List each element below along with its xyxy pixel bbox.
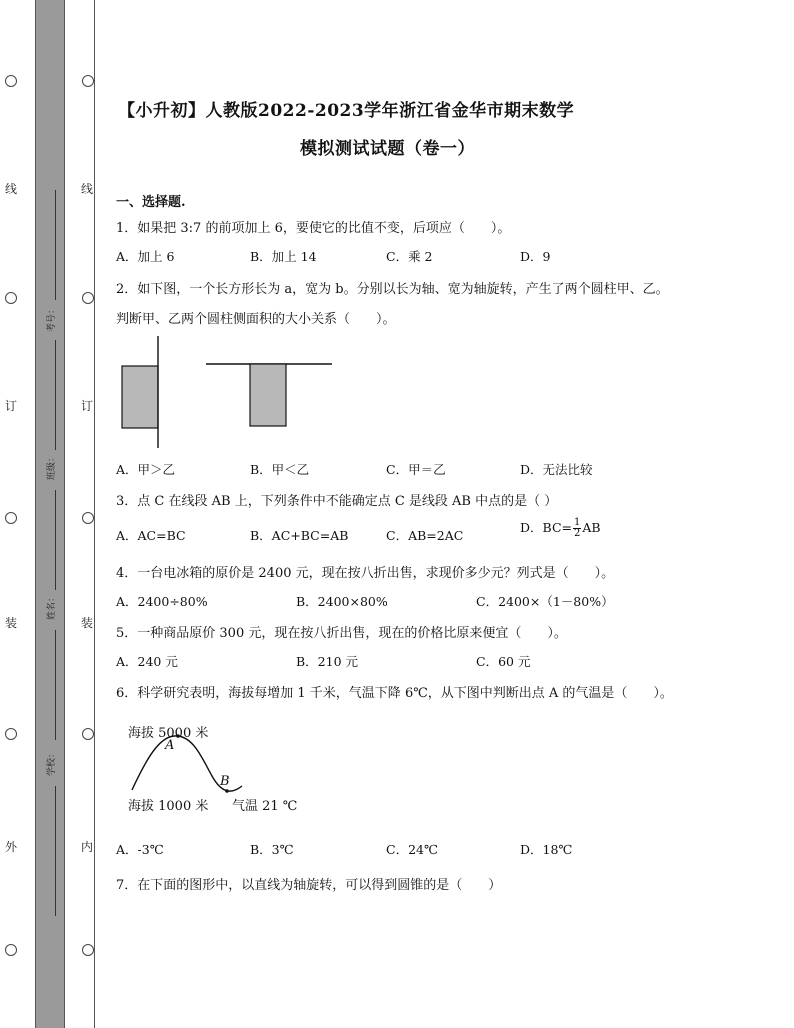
margin-char-line: 线 <box>4 182 17 196</box>
q3-option-d <box>520 518 601 539</box>
question-1: 1．如果把 3:7 的前项加上 6，要使它的比值不变，后项应（ ）。 <box>116 221 511 236</box>
binding-hole <box>5 292 17 304</box>
binding-hole <box>5 944 17 956</box>
q3-option-b: B．AC+BC=AB <box>250 528 349 543</box>
binding-hole <box>5 512 17 524</box>
binding-hole <box>5 75 17 87</box>
fraction-one-half <box>573 518 581 539</box>
rectangle-yi <box>250 364 286 426</box>
binding-hole <box>82 292 94 304</box>
field-class-label: 班级： <box>47 452 57 480</box>
q4-option-c: C．2400×（1－80%） <box>476 594 614 609</box>
label-point-b: B <box>220 774 230 789</box>
q3-option-d-suffix: AB <box>582 520 601 535</box>
binding-hole <box>5 728 17 740</box>
section-heading: 一、选择题. <box>116 195 186 210</box>
point-b-dot <box>225 789 229 793</box>
question-3: 3．点 C 在线段 AB 上，下列条件中不能确定点 C 是线段 AB 中点的是（ ） <box>116 494 558 509</box>
binding-hole <box>82 75 94 87</box>
margin-char-inner: 内 <box>80 840 93 854</box>
question-4: 4．一台电冰箱的原价是 2400 元，现在按八折出售，求现价多少元？列式是（ ）。 <box>116 566 615 581</box>
question-2-line1: 2．如下图，一个长方形长为 a，宽为 b。分别以长为轴、宽为轴旋转，产生了两个圆柱甲、乙。 <box>116 282 669 297</box>
field-exam-number-label: 考号： <box>47 304 57 332</box>
margin-char-outer: 外 <box>4 840 17 854</box>
margin-char-install: 装 <box>80 616 93 630</box>
q3-option-a: A．AC=BC <box>116 528 186 543</box>
field-line <box>55 786 56 916</box>
q2-option-d: D．无法比较 <box>520 462 593 477</box>
q1-option-c: C．乘 2 <box>386 249 433 264</box>
q5-option-a: A．240 元 <box>116 654 178 669</box>
q6-option-a: A．-3℃ <box>116 842 164 857</box>
fraction-numerator: 1 <box>573 517 581 528</box>
q6-option-b: B．3℃ <box>250 842 294 857</box>
question-5: 5．一种商品原价 300 元，现在按八折出售，现在的价格比原来便宜（ ）。 <box>116 626 567 641</box>
q4-option-a: A．2400÷80% <box>116 594 208 609</box>
binding-hole <box>82 944 94 956</box>
binding-hole <box>82 512 94 524</box>
margin-char-install: 装 <box>4 616 17 630</box>
field-line <box>55 490 56 590</box>
binding-band <box>36 0 64 1028</box>
q6-option-c: C．24℃ <box>386 842 438 857</box>
q1-option-d: D．9 <box>520 249 551 264</box>
margin-rule-right <box>64 0 65 1028</box>
q2-option-c: C．甲＝乙 <box>386 462 446 477</box>
field-name-label: 姓名： <box>47 592 57 620</box>
question-6: 6．科学研究表明，海拔每增加 1 千米，气温下降 6℃，从下图中判断出点 A 的气温是（ ）。 <box>116 686 673 701</box>
doc-title-line2: 模拟测试试题（卷一） <box>300 139 475 159</box>
doc-title-line1: 【小升初】人教版2022-2023学年浙江省金华市期末数学 <box>118 101 575 121</box>
margin-char-bind: 订 <box>4 399 17 413</box>
q3-option-c: C．AB=2AC <box>386 528 464 543</box>
q2-option-b: B．甲＜乙 <box>250 462 310 477</box>
label-temperature: 气温 21 ℃ <box>232 799 298 814</box>
q5-option-b: B．210 元 <box>296 654 359 669</box>
label-point-a: A <box>165 738 175 753</box>
question-2-line2: 判断甲、乙两个圆柱侧面积的大小关系（ ）。 <box>116 312 396 327</box>
q3-option-d-prefix: D．BC= <box>520 520 572 535</box>
label-bottom-altitude: 海拔 1000 米 <box>128 799 209 814</box>
field-line <box>55 340 56 450</box>
fraction-denominator: 2 <box>573 528 581 539</box>
binding-hole <box>82 728 94 740</box>
q6-option-d: D．18℃ <box>520 842 573 857</box>
field-line <box>55 630 56 740</box>
q2-option-a: A．甲＞乙 <box>116 462 176 477</box>
q4-option-b: B．2400×80% <box>296 594 388 609</box>
q1-option-a: A．加上 6 <box>116 249 175 264</box>
question-7: 7．在下面的图形中，以直线为轴旋转，可以得到圆锥的是（ ） <box>116 878 502 893</box>
margin-char-bind: 订 <box>80 399 93 413</box>
field-school-label: 学校： <box>47 748 57 776</box>
margin-rule-inner <box>94 0 95 1028</box>
margin-char-line: 线 <box>80 182 93 196</box>
q2-figure <box>116 334 346 452</box>
q5-option-c: C．60 元 <box>476 654 531 669</box>
label-top-altitude: 海拔 5000 米 <box>128 726 209 741</box>
field-line <box>55 190 56 300</box>
rectangle-jia <box>122 366 158 428</box>
q1-option-b: B．加上 14 <box>250 249 317 264</box>
